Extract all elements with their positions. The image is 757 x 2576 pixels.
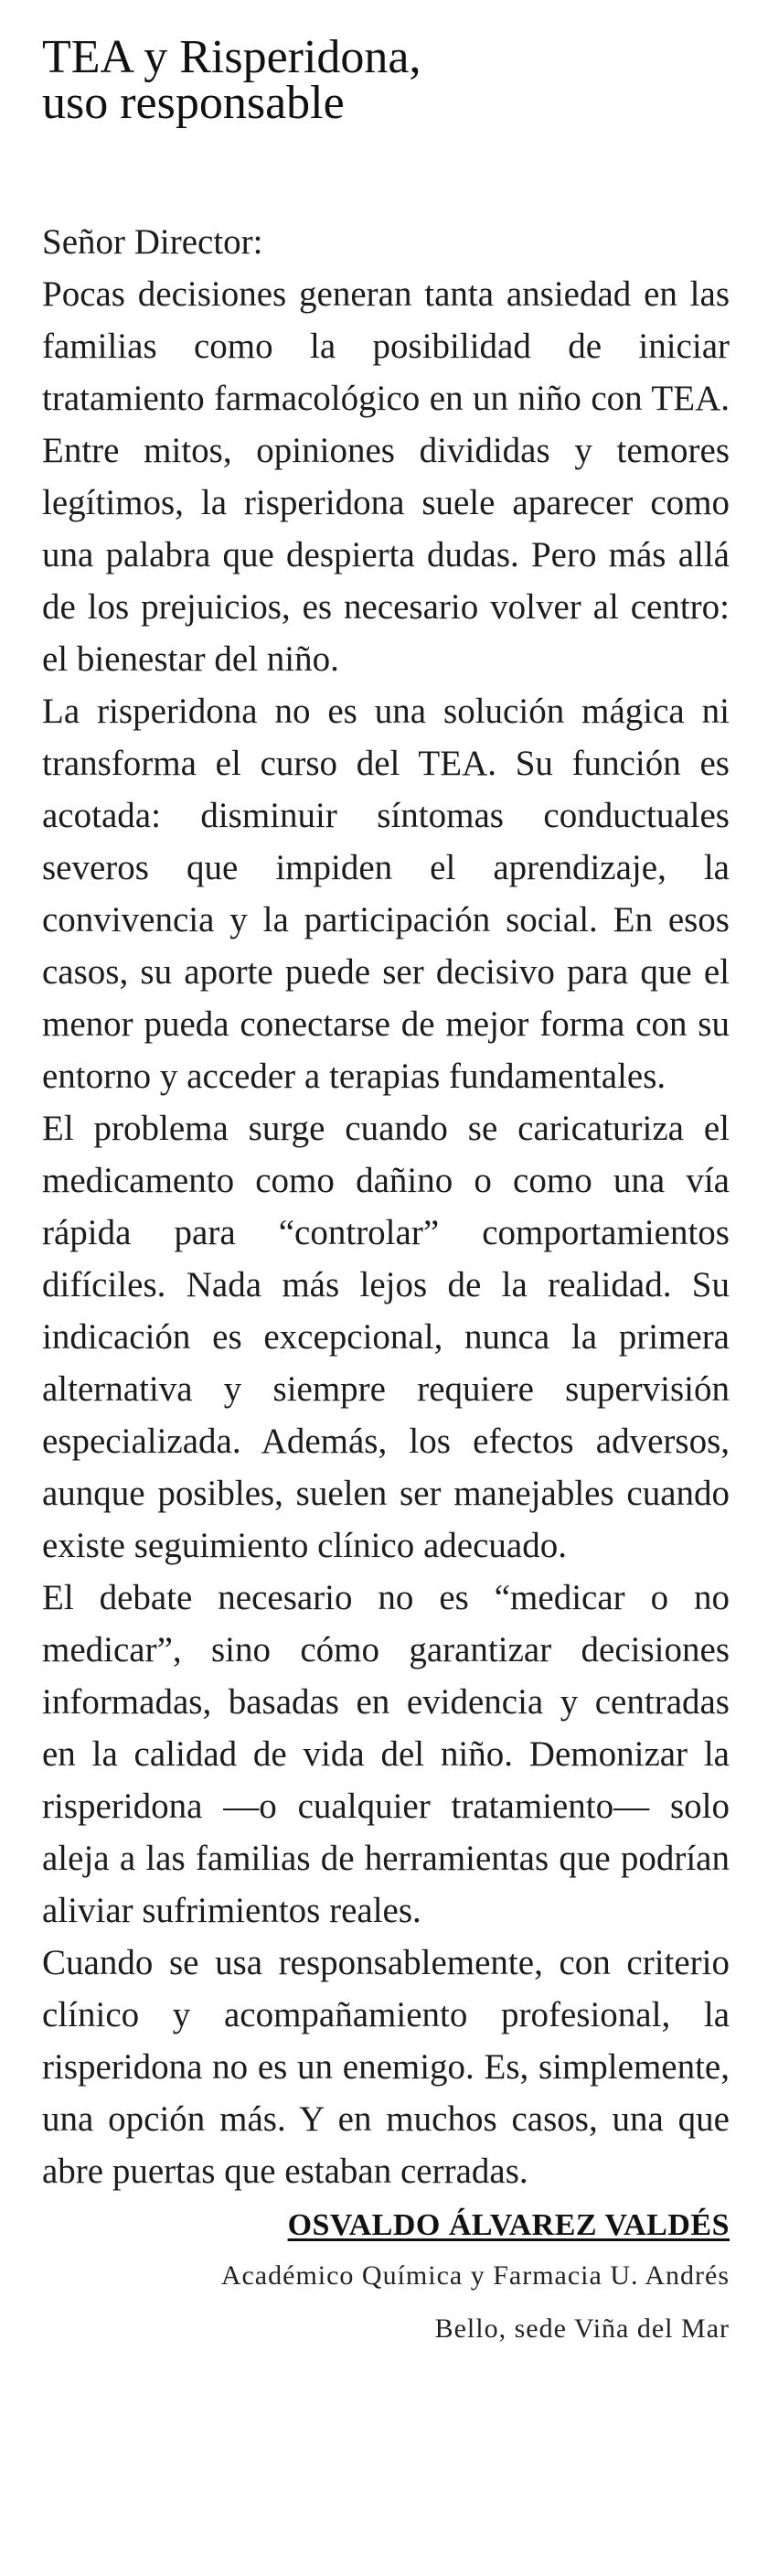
paragraph-3: El problema surge cuando se caricaturiza el medicamento como dañino o como una vía rápida para “controlar” comportamientos difíciles. Nada más lejos de la realidad. Su indicación es excepcional, nunca la primera alternativa y siempre requiere supervisión especializada. Además, los efectos adversos, aunque posibles, suelen ser manejables cuando existe seguimiento clínico adecuado. — [42, 1109, 730, 1565]
paragraph-1: Pocas decisiones generan tanta ansiedad en las familias como la posibilidad de iniciar tratamiento farmacológico en un niño con TEA. Entre mitos, opiniones divididas y temores legítimos, la risperidona suele aparecer como una palabra que despierta dudas. Pero más allá de los prejuicios, es necesario volver al centro: el bienestar del niño. — [42, 274, 730, 679]
letter-body — [42, 216, 730, 2356]
title-line-2: uso responsable — [42, 77, 345, 129]
signature-block — [42, 2197, 730, 2356]
paragraph-4: El debate necesario no es “medicar o no medicar”, sino cómo garantizar decisiones informadas, basadas en evidencia y centradas en la calidad de vida del niño. Demonizar la risperidona —o cualquier tratamiento— solo aleja a las familias de herramientas que podrían aliviar sufrimientos reales. — [42, 1578, 730, 1930]
letter-to-editor — [42, 31, 730, 2356]
author-affiliation-line-2: Bello, sede Viña del Mar — [434, 2313, 730, 2344]
author-name: OSVALDO ÁLVAREZ VALDÉS — [287, 2208, 730, 2242]
author-affiliation-line-1: Académico Química y Farmacia U. Andrés — [220, 2260, 730, 2291]
paragraph-5: Cuando se usa responsablemente, con criterio clínico y acompañamiento profesional, la risperidona no es un enemigo. Es, simplemente, una opción más. Y en muchos casos, una que abre puertas que estaban cerradas. — [42, 1943, 730, 2191]
letter-title — [42, 31, 730, 129]
title-line-1: TEA y Risperidona, — [42, 31, 421, 83]
salutation: Señor Director: — [42, 222, 263, 262]
paragraph-2: La risperidona no es una solución mágica ni transforma el curso del TEA. Su función es acotada: disminuir síntomas conductuales severos que impiden el aprendizaje, la convivencia y la participación social. En esos casos, su aporte puede ser decisivo para que el menor pueda conectarse de mejor forma con su entorno y acceder a terapias fundamentales. — [42, 692, 730, 1096]
